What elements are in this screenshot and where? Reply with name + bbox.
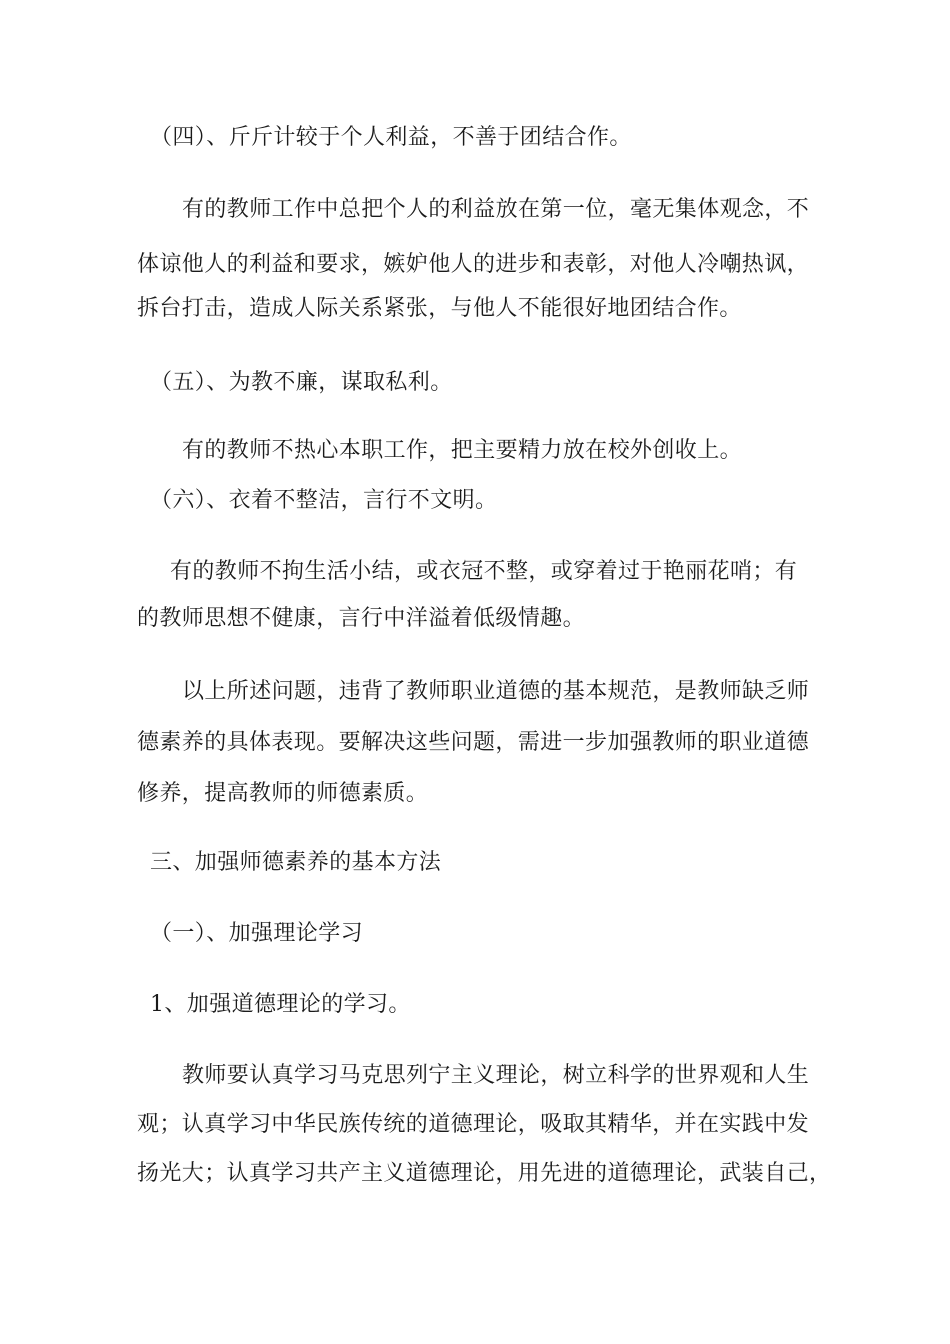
paragraph-line: 有的教师不拘生活小结，或衣冠不整，或穿着过于艳丽花哨；有 (170, 559, 798, 584)
chapter-heading: 三、加强师德素养的基本方法 (150, 850, 442, 875)
paragraph-line: 德素养的具体表现。要解决这些问题，需进一步加强教师的职业道德 (137, 730, 810, 755)
subsection-heading-1: （一）、加强理论学习 (150, 921, 364, 946)
section-heading-5: （五）、为教不廉，谋取私利。 (150, 370, 453, 395)
section-heading-4: （四）、斤斤计较于个人利益，不善于团结合作。 (150, 125, 632, 150)
paragraph-line: 体谅他人的利益和要求，嫉妒他人的进步和表彰，对他人冷嘲热讽， (137, 252, 810, 277)
paragraph-line: 扬光大；认真学习共产主义道德理论，用先进的道德理论，武装自己， (137, 1161, 832, 1186)
paragraph-line: 教师要认真学习马克思列宁主义理论，树立科学的世界观和人生 (182, 1063, 810, 1088)
section-heading-6: （六）、衣着不整洁，言行不文明。 (150, 488, 498, 513)
paragraph-line: 修养，提高教师的师德素质。 (137, 781, 429, 806)
paragraph-line: 有的教师工作中总把个人的利益放在第一位，毫无集体观念，不 (182, 197, 810, 222)
paragraph-line: 拆台打击，造成人际关系紧张，与他人不能很好地团结合作。 (137, 296, 742, 321)
paragraph-line: 观；认真学习中华民族传统的道德理论，吸取其精华，并在实践中发 (137, 1112, 810, 1137)
paragraph-line: 的教师思想不健康，言行中洋溢着低级情趣。 (137, 606, 586, 631)
paragraph-line: 有的教师不热心本职工作，把主要精力放在校外创收上。 (182, 438, 743, 463)
paragraph-line: 以上所述问题，违背了教师职业道德的基本规范，是教师缺乏师 (182, 679, 810, 704)
item-heading-1: 1、加强道德理论的学习。 (150, 992, 411, 1017)
